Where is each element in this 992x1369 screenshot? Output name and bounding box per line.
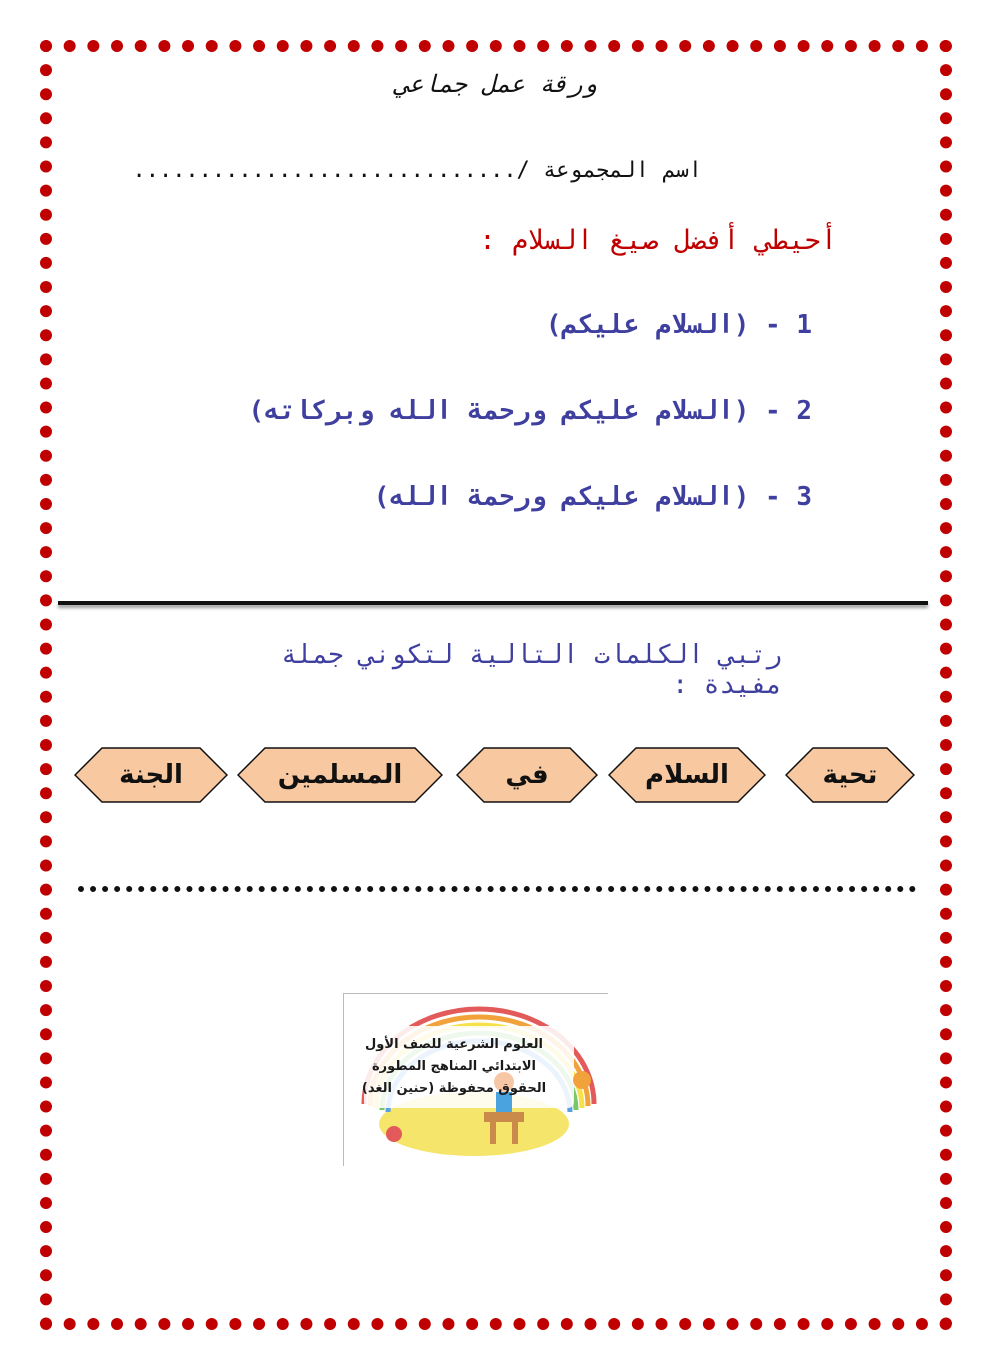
logo-line: العلوم الشرعية للصف الأول — [365, 1037, 543, 1052]
word-label: في — [505, 760, 549, 790]
publisher-logo — [343, 993, 608, 1166]
group-name-field[interactable]: اسم المجموعة /............................. — [132, 158, 702, 183]
logo-text — [344, 1034, 564, 1100]
word-label: السلام — [645, 760, 729, 790]
option-3[interactable]: 3 - (السلام عليكم ورحمة الله) — [373, 482, 812, 512]
section-divider — [58, 601, 928, 605]
logo-line: الابتدائي المناهج المطورة — [371, 1059, 537, 1074]
question1-prompt: أحيطي أفضل صيغ السلام : — [479, 225, 837, 256]
word-card[interactable] — [237, 747, 443, 803]
word-label: تحية — [822, 760, 878, 790]
option-2[interactable]: 2 - (السلام عليكم ورحمة الله وبركاته) — [248, 396, 812, 426]
logo-line: الحقوق محفوظة (حنين الغد) — [361, 1081, 547, 1096]
option-1[interactable]: 1 - (السلام عليكم) — [545, 310, 812, 340]
word-card[interactable] — [785, 747, 915, 803]
word-label: الجنة — [119, 760, 183, 790]
worksheet-title: ورقة عمل جماعي — [394, 70, 598, 98]
word-label: المسلمين — [277, 760, 403, 790]
question2-prompt: رتبي الكلمات التالية لتكوني جملة مفيدة : — [281, 640, 782, 700]
word-card[interactable] — [74, 747, 228, 803]
word-card[interactable] — [456, 747, 598, 803]
word-card[interactable] — [608, 747, 766, 803]
answer-line[interactable] — [78, 886, 916, 892]
